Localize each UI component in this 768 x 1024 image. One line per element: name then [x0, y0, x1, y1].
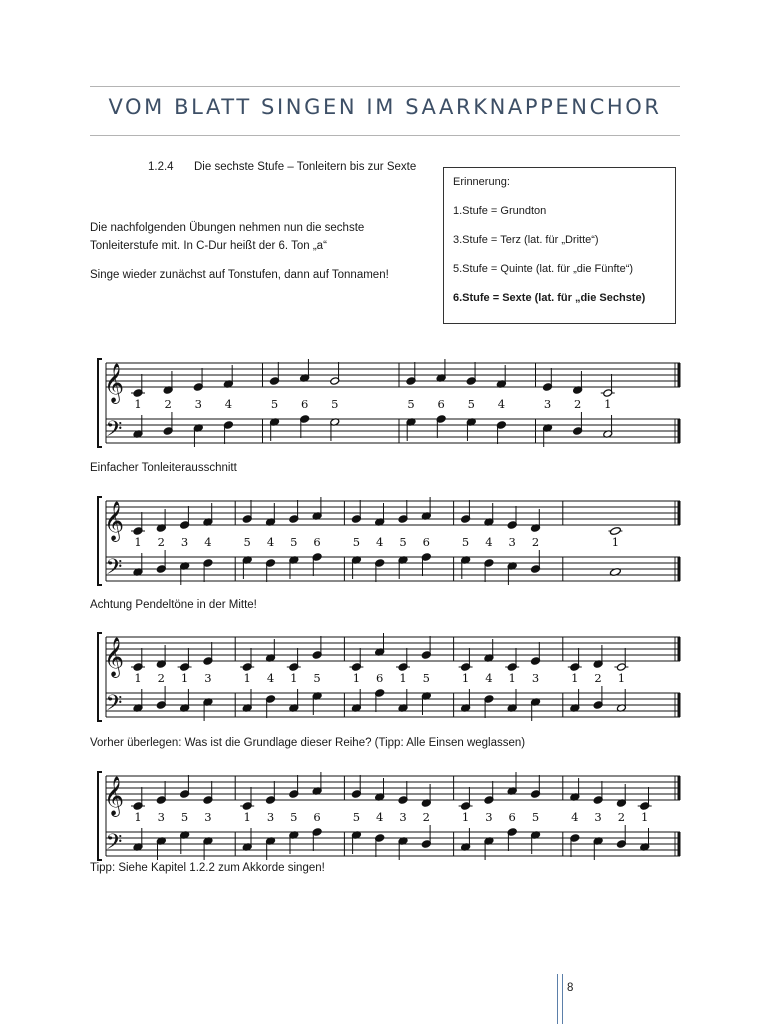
- scale-degree-label: 3: [266, 810, 275, 824]
- note: [616, 689, 626, 712]
- note: [223, 421, 233, 444]
- scale-degree-label: 4: [571, 810, 579, 824]
- bass-clef-icon: 𝄢: [105, 555, 123, 585]
- note: [507, 689, 517, 712]
- note: [312, 828, 322, 851]
- note: [593, 781, 603, 804]
- note: [131, 512, 145, 535]
- scale-degree-label: 1: [134, 397, 142, 411]
- note: [351, 556, 361, 579]
- note: [459, 787, 473, 810]
- scale-degree-label: 2: [573, 397, 582, 411]
- note: [398, 781, 408, 804]
- note: [287, 648, 301, 671]
- scale-degree-label: 5: [352, 535, 361, 549]
- score-system-2: [84, 488, 684, 598]
- note: [505, 648, 519, 671]
- scale-degree-label: 2: [617, 810, 626, 824]
- scale-degree-label: 6: [422, 535, 430, 549]
- note: [375, 689, 385, 712]
- note: [289, 775, 299, 798]
- scale-degree-label: 1: [180, 671, 189, 685]
- note: [484, 837, 494, 860]
- note: [351, 689, 361, 712]
- reminder-item: 5.Stufe = Quinte (lat. für „die Fünfte“): [453, 263, 634, 275]
- note: [351, 775, 361, 798]
- note: [570, 689, 580, 712]
- note: [178, 648, 192, 671]
- note: [156, 781, 166, 804]
- note: [351, 500, 361, 523]
- scale-degree-label: 2: [157, 535, 165, 549]
- note: [568, 648, 582, 671]
- note: [203, 837, 213, 860]
- note: [531, 831, 541, 854]
- scale-degree-label: 6: [437, 397, 445, 411]
- note: [240, 787, 254, 810]
- score-system-4: [84, 763, 684, 873]
- note: [484, 639, 494, 662]
- note: [240, 648, 254, 671]
- treble-clef-icon: 𝄞: [103, 776, 125, 816]
- note: [507, 562, 517, 585]
- note: [531, 642, 541, 665]
- note: [484, 781, 494, 804]
- note: [593, 837, 603, 860]
- note: [163, 371, 173, 394]
- scale-degree-label: 1: [461, 810, 470, 824]
- scale-degree-label: 4: [485, 671, 493, 685]
- scale-degree-label: 3: [204, 671, 212, 685]
- note: [163, 412, 173, 435]
- note: [180, 689, 190, 712]
- note: [531, 775, 541, 798]
- note: [312, 692, 322, 715]
- note: [375, 633, 385, 656]
- page-number: 8: [567, 982, 574, 994]
- note: [330, 362, 340, 385]
- reminder-box: [443, 167, 676, 324]
- note: [484, 559, 494, 582]
- note: [266, 639, 276, 662]
- scale-degree-label: 5: [331, 397, 339, 411]
- score-system-3: [84, 624, 684, 734]
- treble-clef-icon: 𝄞: [103, 363, 125, 403]
- note: [312, 772, 322, 795]
- section-title: Die sechste Stufe – Tonleitern bis zur Sexte: [194, 161, 417, 173]
- note: [461, 500, 471, 523]
- note: [507, 828, 517, 851]
- section-heading: [148, 161, 416, 173]
- note: [270, 418, 280, 441]
- note: [593, 686, 603, 709]
- note: [570, 834, 580, 857]
- note: [543, 368, 553, 391]
- note: [375, 778, 385, 801]
- note: [406, 418, 416, 441]
- note: [398, 556, 408, 579]
- scale-degree-label: 1: [134, 671, 142, 685]
- note: [603, 415, 613, 438]
- scale-degree-label: 2: [594, 671, 602, 685]
- scale-degree-label: 1: [243, 671, 251, 685]
- note: [406, 362, 416, 385]
- scale-degree-label: 1: [641, 810, 649, 824]
- score-svg-3: [84, 624, 684, 734]
- scale-degree-label: 4: [376, 810, 384, 824]
- note: [640, 828, 650, 851]
- note: [242, 828, 252, 851]
- note: [270, 362, 280, 385]
- scale-degree-label: 2: [164, 397, 172, 411]
- scale-degree-label: 1: [604, 397, 612, 411]
- note: [421, 636, 431, 659]
- note: [266, 695, 276, 718]
- bass-clef-icon: 𝄢: [105, 417, 123, 447]
- scale-degree-label: 4: [266, 671, 275, 685]
- scale-degree-label: 3: [543, 397, 552, 411]
- note: [398, 689, 408, 712]
- note: [133, 689, 143, 712]
- bass-clef-icon: 𝄢: [105, 830, 123, 860]
- note: [573, 371, 583, 394]
- note: [156, 509, 166, 532]
- scale-degree-label: 1: [352, 671, 361, 685]
- note: [531, 509, 541, 532]
- note: [131, 787, 145, 810]
- note: [484, 695, 494, 718]
- scale-degree-label: 3: [485, 810, 493, 824]
- scale-degree-label: 1: [508, 671, 516, 685]
- note: [180, 775, 190, 798]
- scale-degree-label: 3: [180, 535, 189, 549]
- note: [266, 503, 276, 526]
- note: [133, 553, 143, 576]
- scale-degree-label: 6: [300, 397, 309, 411]
- note: [203, 559, 213, 582]
- scale-degree-label: 2: [157, 671, 165, 685]
- note: [398, 500, 408, 523]
- note: [266, 781, 276, 804]
- note: [289, 831, 299, 854]
- note: [496, 421, 506, 444]
- note: [601, 374, 615, 397]
- score-svg-4: [84, 763, 684, 873]
- note: [156, 550, 166, 573]
- intro-instruction: Singe wieder zunächst auf Tonstufen, dann auf Tonnamen!: [90, 269, 389, 281]
- scale-degree-label: 1: [571, 671, 579, 685]
- scale-degree-label: 1: [290, 671, 298, 685]
- scale-degree-label: 6: [313, 810, 321, 824]
- scale-degree-label: 1: [399, 671, 407, 685]
- exercise-caption-2: Achtung Pendeltöne in der Mitte!: [90, 599, 257, 611]
- system-bracket: [98, 497, 102, 585]
- note: [242, 500, 252, 523]
- scale-degree-label: 5: [270, 397, 279, 411]
- note: [531, 698, 541, 721]
- scale-degree-label: 1: [134, 810, 142, 824]
- note: [436, 415, 446, 438]
- intro-line-2: Tonleiterstufe mit. In C-Dur heißt der 6. Ton „a“: [90, 240, 327, 252]
- note: [330, 418, 340, 441]
- footer-bar: [557, 974, 563, 1024]
- note: [496, 365, 506, 388]
- note: [312, 636, 322, 659]
- scale-degree-label: 1: [611, 535, 620, 549]
- reminder-item-highlight: 6.Stufe = Sexte (lat. für „die Sechste): [453, 292, 646, 304]
- note: [421, 825, 431, 848]
- scale-degree-label: 5: [407, 397, 415, 411]
- scale-degree-label: 4: [485, 535, 493, 549]
- note: [156, 686, 166, 709]
- note: [193, 424, 203, 447]
- note: [461, 689, 471, 712]
- scale-degree-label: 3: [194, 397, 202, 411]
- note: [375, 503, 385, 526]
- note: [180, 506, 190, 529]
- scale-degree-label: 4: [266, 535, 275, 549]
- scale-degree-label: 5: [243, 535, 251, 549]
- scale-degree-label: 5: [180, 810, 189, 824]
- system-bracket: [98, 772, 102, 860]
- note: [203, 642, 213, 665]
- treble-clef-icon: 𝄞: [103, 637, 125, 677]
- note: [203, 503, 213, 526]
- bass-clef-icon: 𝄢: [105, 691, 123, 721]
- note: [507, 772, 517, 795]
- note: [266, 837, 276, 860]
- note: [349, 648, 363, 671]
- note: [131, 648, 145, 671]
- note: [266, 559, 276, 582]
- note: [242, 556, 252, 579]
- note: [375, 559, 385, 582]
- note: [421, 553, 431, 576]
- scale-degree-label: 2: [422, 810, 430, 824]
- scale-degree-label: 5: [399, 535, 407, 549]
- note: [156, 837, 166, 860]
- scale-degree-label: 3: [531, 671, 540, 685]
- intro-line-1: Die nachfolgenden Übungen nehmen nun die sechste: [90, 222, 365, 234]
- note: [203, 698, 213, 721]
- reminder-item: 1.Stufe = Grundton: [453, 205, 547, 217]
- note: [289, 689, 299, 712]
- note: [461, 828, 471, 851]
- note: [375, 834, 385, 857]
- note: [289, 500, 299, 523]
- scale-degree-label: 5: [313, 671, 321, 685]
- scale-degree-label: 6: [313, 535, 321, 549]
- scale-degree-label: 5: [461, 535, 470, 549]
- system-bracket: [98, 633, 102, 721]
- header-rule-top: [90, 86, 680, 87]
- score-svg-2: [84, 488, 684, 598]
- note: [421, 784, 431, 807]
- exercise-caption-1: Einfacher Tonleiterausschnitt: [90, 462, 237, 474]
- note: [461, 556, 471, 579]
- note: [312, 497, 322, 520]
- note: [203, 781, 213, 804]
- scale-degree-label: 1: [617, 671, 626, 685]
- note: [131, 374, 145, 397]
- note: [180, 562, 190, 585]
- scale-degree-label: 5: [531, 810, 540, 824]
- note: [593, 645, 603, 668]
- note: [616, 825, 626, 848]
- exercise-caption-3: Vorher überlegen: Was ist die Grundlage dieser Reihe? (Tipp: Alle Einsen weglassen): [90, 737, 526, 749]
- note: [289, 556, 299, 579]
- note: [421, 692, 431, 715]
- page-title: VOM BLATT SINGEN IM SAARKNAPPENCHOR: [108, 95, 662, 119]
- note: [421, 497, 431, 520]
- note: [223, 365, 233, 388]
- note: [396, 648, 410, 671]
- note: [180, 831, 190, 854]
- scale-degree-label: 2: [531, 535, 540, 549]
- note: [638, 787, 652, 810]
- scale-degree-label: 1: [134, 535, 142, 549]
- note: [133, 415, 143, 438]
- scale-degree-label: 6: [508, 810, 516, 824]
- note: [436, 359, 446, 382]
- score-system-1: [84, 350, 684, 460]
- reminder-item: 3.Stufe = Terz (lat. für „Dritte“): [453, 234, 599, 246]
- note: [398, 837, 408, 860]
- scale-degree-label: 4: [224, 397, 233, 411]
- note: [242, 689, 252, 712]
- system-bracket: [98, 359, 102, 447]
- note: [459, 648, 473, 671]
- scale-degree-label: 5: [290, 810, 298, 824]
- note: [193, 368, 203, 391]
- scale-degree-label: 3: [204, 810, 212, 824]
- treble-clef-icon: 𝄞: [103, 501, 125, 541]
- section-number: 1.2.4: [148, 161, 174, 173]
- scale-degree-label: 3: [157, 810, 165, 824]
- scale-degree-label: 4: [376, 535, 384, 549]
- note: [351, 831, 361, 854]
- scale-degree-label: 1: [243, 810, 251, 824]
- intro-paragraph: [90, 219, 364, 255]
- note: [507, 506, 517, 529]
- reminder-title: Erinnerung:: [453, 176, 510, 188]
- note: [570, 778, 580, 801]
- scale-degree-label: 3: [508, 535, 516, 549]
- note: [133, 828, 143, 851]
- scale-degree-label: 5: [422, 671, 430, 685]
- note: [300, 359, 310, 382]
- note: [543, 424, 553, 447]
- note: [466, 418, 476, 441]
- scale-degree-label: 5: [290, 535, 298, 549]
- note: [300, 415, 310, 438]
- scale-degree-label: 3: [594, 810, 602, 824]
- scale-degree-label: 5: [467, 397, 475, 411]
- note: [531, 550, 541, 573]
- note: [156, 645, 166, 668]
- scale-degree-label: 4: [204, 535, 212, 549]
- note: [573, 412, 583, 435]
- exercise-caption-4: Tipp: Siehe Kapitel 1.2.2 zum Akkorde singen!: [90, 862, 325, 874]
- note: [614, 648, 628, 671]
- scale-degree-label: 6: [376, 671, 384, 685]
- scale-degree-label: 3: [399, 810, 407, 824]
- scale-degree-label: 5: [352, 810, 361, 824]
- header-rule-bottom: [90, 135, 680, 136]
- note: [616, 784, 626, 807]
- note: [484, 503, 494, 526]
- note: [312, 553, 322, 576]
- scale-degree-label: 4: [497, 397, 506, 411]
- scale-degree-label: 1: [461, 671, 470, 685]
- note: [466, 362, 476, 385]
- score-svg-1: [84, 350, 684, 460]
